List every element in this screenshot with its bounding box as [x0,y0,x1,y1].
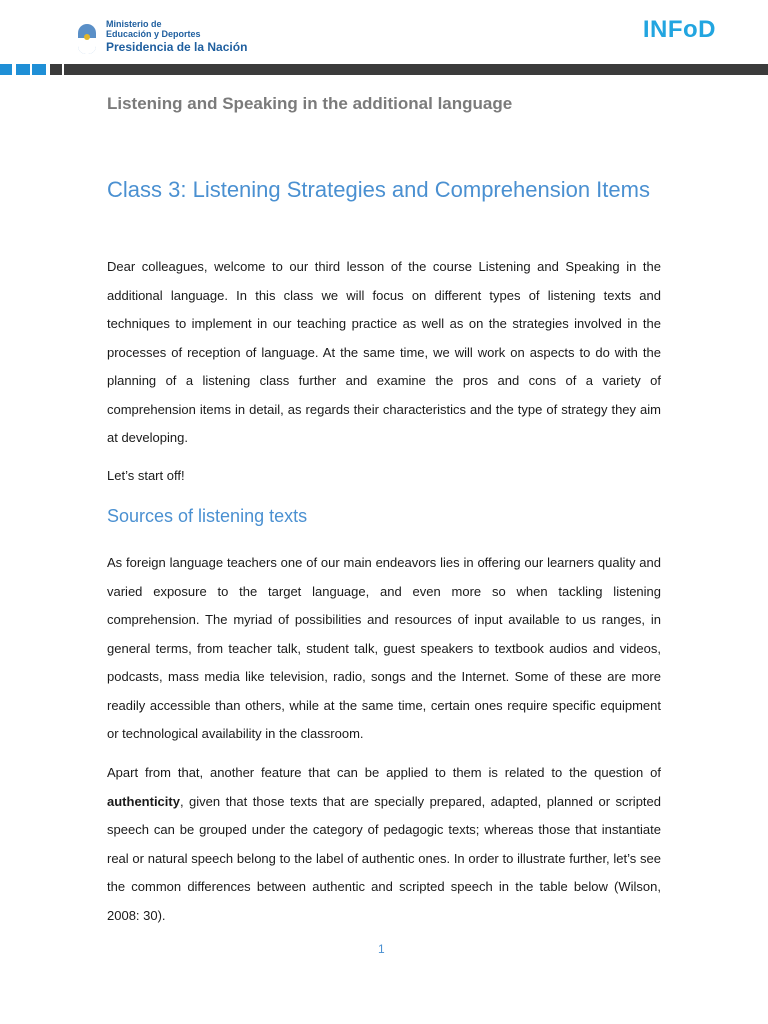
page-number: 1 [378,942,385,956]
ministry-line-1: Ministerio de [106,19,162,29]
ministry-line-3: Presidencia de la Nación [106,40,248,54]
divider-blue-segment [32,64,46,75]
ministry-line-2: Educación y Deportes [106,29,201,39]
national-seal-icon [78,24,96,54]
authenticity-paragraph [107,759,661,930]
infod-logo: INFoD [642,16,716,43]
start-line: Let’s start off! [107,468,185,483]
course-title: Listening and Speaking in the additional language [107,94,513,113]
sources-paragraph: As foreign language teachers one of our main endeavors lies in offering our learners quality and varied exposure to the target language, and even more so when tackling listening comprehension. The myriad of possibilities and resources of input available to us ranges, in general terms, from teacher talk, student talk, guest speakers to textbook audios and videos, podcasts, mass media like television, radio, songs and the Internet. Some of these are more readily accessible than others, while at the same time, certain ones require specific equipment or technological availability in the classroom. [107,555,661,741]
divider-blue-segment [0,64,12,75]
authenticity-text-before: Apart from that, another feature that can be applied to them is related to the question of [107,765,661,780]
header-divider-bar [0,64,768,75]
authenticity-text-after: , given that those texts that are specially prepared, adapted, planned or scripted speech can be grouped under the category of pedagogic texts; whereas those that instantiate real or natural speech belong to the label of authentic ones. In order to illustrate further, let’s see the common differences between authentic and scripted speech in the table below (Wilson, 2008: 30). [107,793,661,923]
divider-dark-segment [64,64,768,75]
ministry-logo [106,20,247,53]
divider-blue-segment [16,64,30,75]
divider-dark-square [50,64,62,75]
class-title: Class 3: Listening Strategies and Comprehension Items [107,177,650,202]
authenticity-term: authenticity [107,793,180,809]
intro-paragraph: Dear colleagues, welcome to our third lesson of the course Listening and Speaking in the additional language. In this class we will focus on different types of listening texts and techniques to implement in our teaching practice as well as on the strategies involved in the processes of reception of language. At the same time, we will work on aspects to do with the planning of a listening class further and examine the pros and cons of a variety of comprehension items in detail, as regards their characteristics and the type of strategy they aim at developing. [107,259,661,445]
section-heading: Sources of listening texts [107,506,308,526]
page-header [0,0,768,62]
